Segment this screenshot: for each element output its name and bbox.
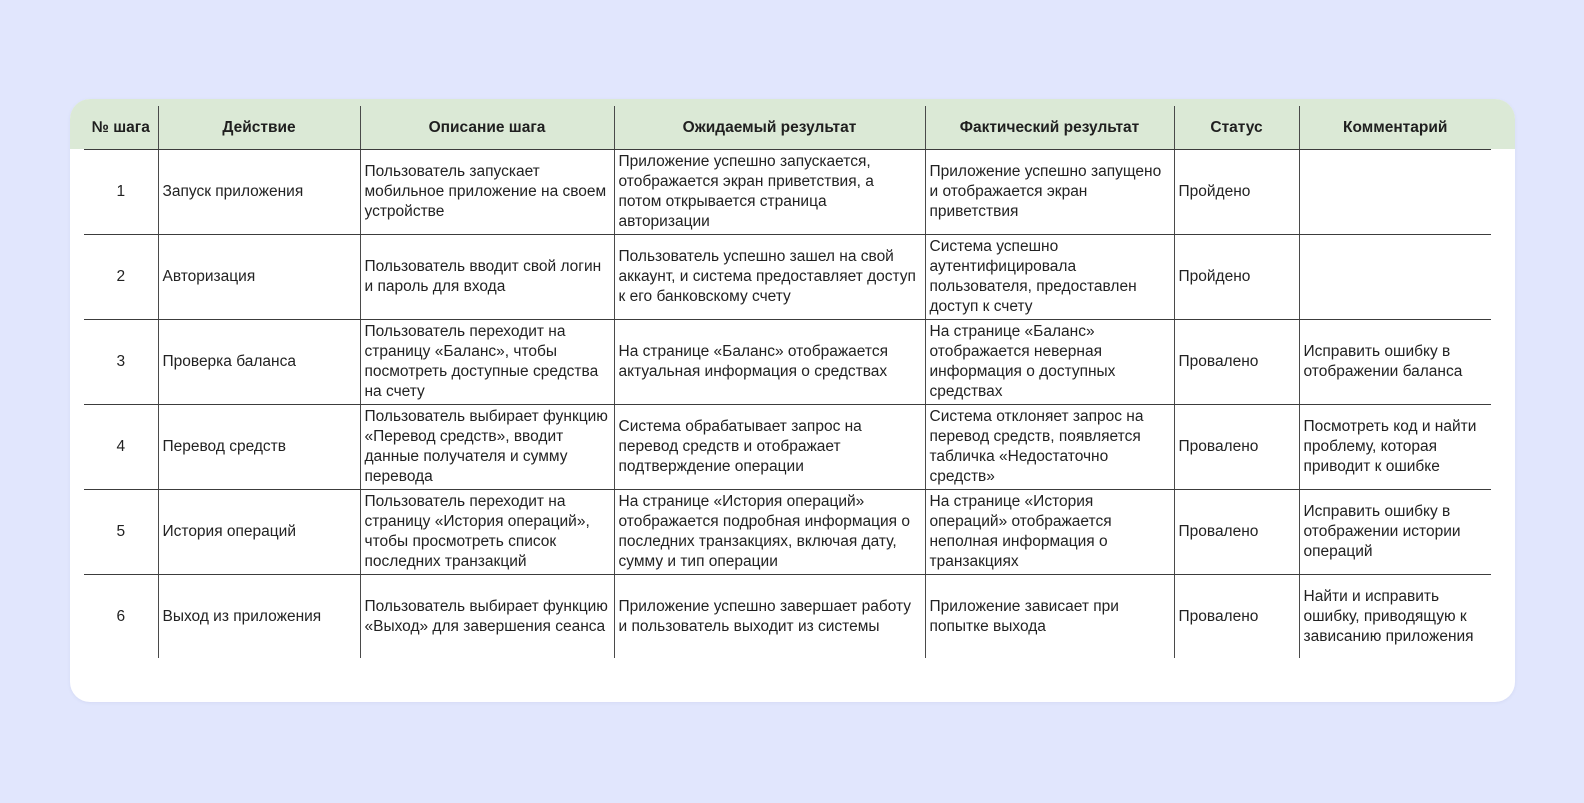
cell-comment: Исправить ошибку в отображении баланса <box>1299 320 1491 405</box>
cell-expected: Приложение успешно завершает работу и пользователь выходит из системы <box>614 575 925 659</box>
table-row <box>84 235 1491 320</box>
cell-expected: Пользователь успешно зашел на свой аккаунт, и система предоставляет доступ к его банковскому счету <box>614 235 925 320</box>
cell-step-number: 2 <box>84 235 158 320</box>
cell-status: Провалено <box>1174 490 1299 575</box>
test-case-card <box>70 99 1515 702</box>
cell-action: Проверка баланса <box>158 320 360 405</box>
cell-actual: На странице «Баланс» отображается неверная информация о доступных средствах <box>925 320 1174 405</box>
header-expected-result: Ожидаемый результат <box>614 106 925 150</box>
cell-description: Пользователь переходит на страницу «Баланс», чтобы посмотреть доступные средства на счету <box>360 320 614 405</box>
cell-description: Пользователь выбирает функцию «Перевод средств», вводит данные получателя и сумму перевода <box>360 405 614 490</box>
cell-step-number: 1 <box>84 150 158 235</box>
cell-expected: Приложение успешно запускается, отображается экран приветствия, а потом открывается страница авторизации <box>614 150 925 235</box>
cell-action: Запуск приложения <box>158 150 360 235</box>
cell-comment <box>1299 150 1491 235</box>
cell-step-number: 6 <box>116 607 126 625</box>
cell-step-number: 3 <box>84 320 158 405</box>
cell-action: Выход из приложения <box>158 575 360 659</box>
header-step-description: Описание шага <box>360 106 614 150</box>
cell-description: Пользователь вводит свой логин и пароль для входа <box>360 235 614 320</box>
table-row <box>84 150 1491 235</box>
header-step-number: № шага <box>84 106 158 150</box>
cell-description: Пользователь переходит на страницу «История операций», чтобы просмотреть список последних транзакций <box>360 490 614 575</box>
cell-status: Пройдено <box>1174 150 1299 235</box>
cell-action: Авторизация <box>158 235 360 320</box>
header-comment: Комментарий <box>1299 106 1491 150</box>
cell-actual: Приложение успешно запущено и отображается экран приветствия <box>925 150 1174 235</box>
cell-expected: Система обрабатывает запрос на перевод средств и отображает подтверждение операции <box>614 405 925 490</box>
cell-description: Пользователь выбирает функцию «Выход» для завершения сеанса <box>360 575 614 659</box>
cell-expected: На странице «История операций» отображается подробная информация о последних транзакциях, включая дату, сумму и тип операции <box>614 490 925 575</box>
table-header-row <box>84 106 1491 150</box>
table-row <box>84 405 1491 490</box>
table-row <box>84 490 1491 575</box>
cell-action: История операций <box>158 490 360 575</box>
header-action: Действие <box>158 106 360 150</box>
cell-comment <box>1299 235 1491 320</box>
cell-description: Пользователь запускает мобильное приложение на своем устройстве <box>360 150 614 235</box>
cell-status: Провалено <box>1174 575 1299 659</box>
cell-comment: Найти и исправить ошибку, приводящую к зависанию приложения <box>1299 575 1491 659</box>
cell-status: Провалено <box>1174 405 1299 490</box>
cell-step-number: 4 <box>84 405 158 490</box>
test-steps-table <box>84 106 1491 658</box>
cell-actual: Система успешно аутентифицировала пользователя, предоставлен доступ к счету <box>925 235 1174 320</box>
header-status: Статус <box>1174 106 1299 150</box>
table-row <box>84 320 1491 405</box>
cell-comment: Исправить ошибку в отображении истории операций <box>1299 490 1491 575</box>
cell-status: Пройдено <box>1174 235 1299 320</box>
cell-actual: Приложение зависает при попытке выхода <box>925 575 1174 659</box>
cell-actual: Система отклоняет запрос на перевод средств, появляется табличка «Недостаточно средств» <box>925 405 1174 490</box>
cell-comment: Посмотреть код и найти проблему, которая приводит к ошибке <box>1299 405 1491 490</box>
cell-action: Перевод средств <box>158 405 360 490</box>
table-row <box>84 575 1491 659</box>
cell-actual: На странице «История операций» отображается неполная информация о транзакциях <box>925 490 1174 575</box>
cell-expected: На странице «Баланс» отображается актуальная информация о средствах <box>614 320 925 405</box>
cell-status: Провалено <box>1174 320 1299 405</box>
header-actual-result: Фактический результат <box>925 106 1174 150</box>
cell-step-number: 5 <box>84 490 158 575</box>
